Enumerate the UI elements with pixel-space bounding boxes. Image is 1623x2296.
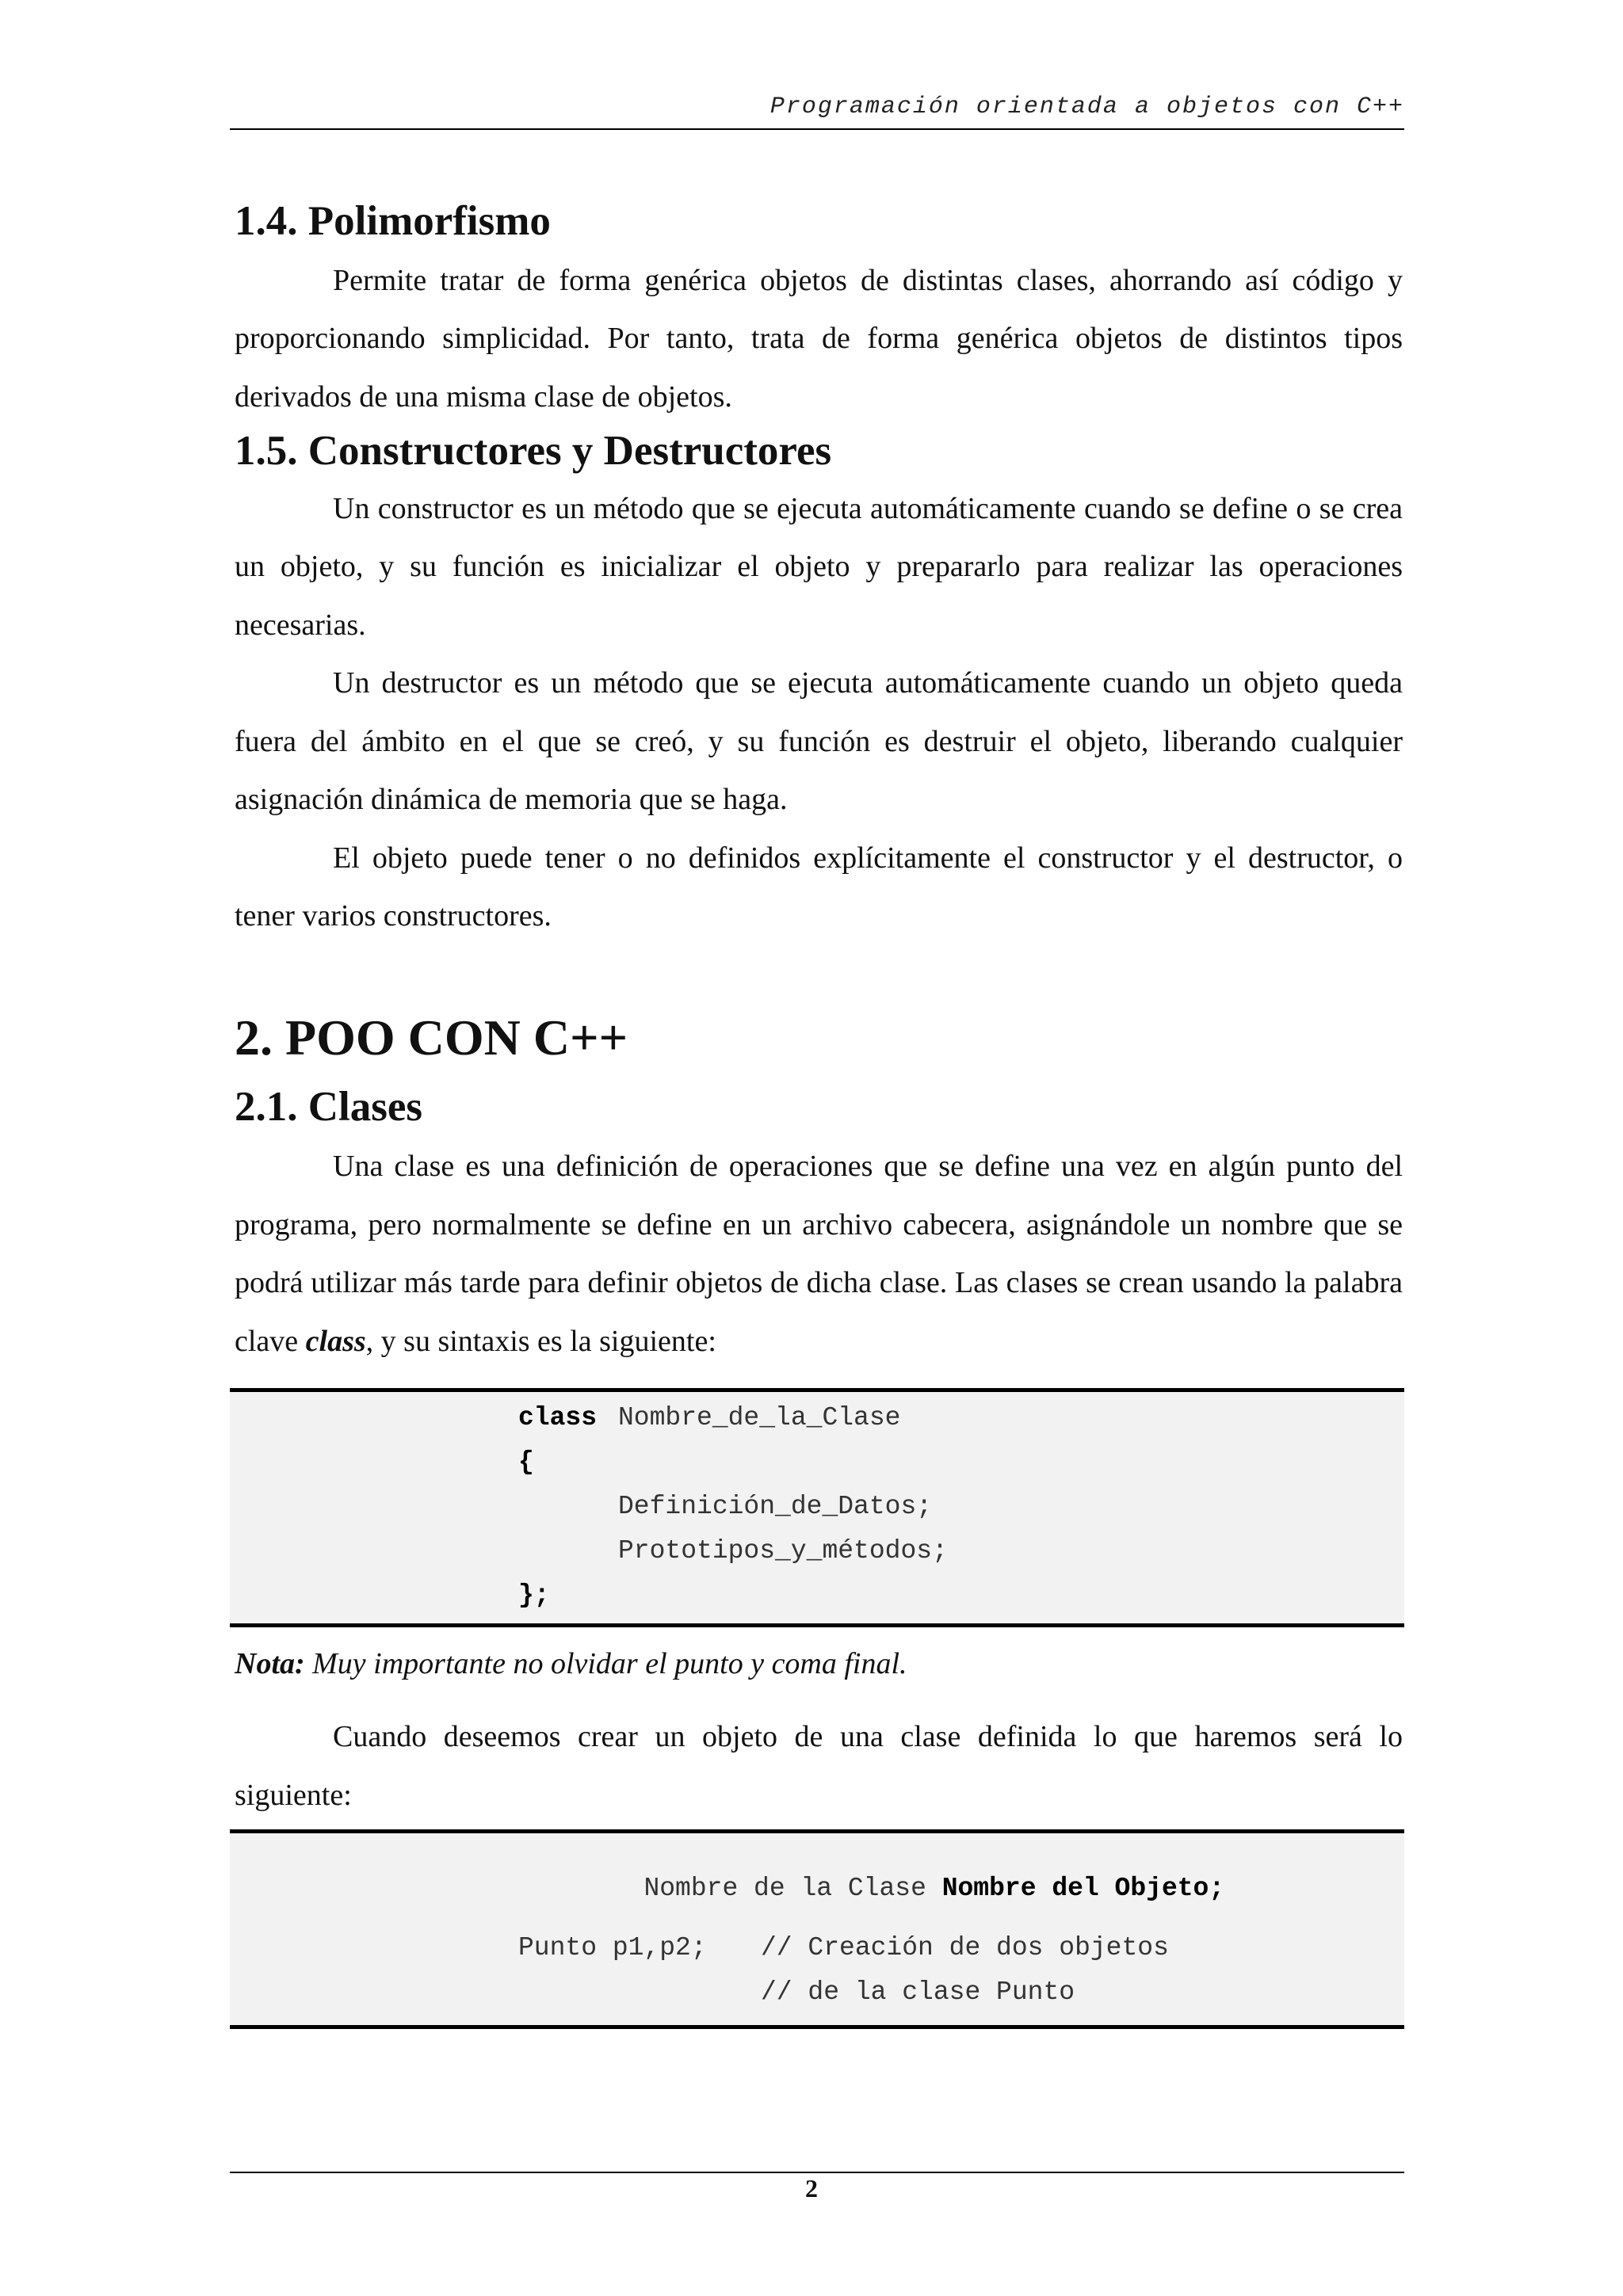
code-datos: Definición_de_Datos; xyxy=(618,1492,933,1522)
code-bold: Nombre del Objeto; xyxy=(941,1874,1225,1904)
code-comment: // de la clase Punto xyxy=(761,1978,1075,2008)
page-number: 2 xyxy=(805,2174,818,2203)
paragraph-objeto-constructores: El objeto puede tener o no definidos explícitamente el constructor y el destructor, o tener varios constructores. xyxy=(235,841,1403,933)
code-keyword: class xyxy=(518,1403,598,1433)
code-line-blank xyxy=(230,1881,1404,1925)
code-line xyxy=(230,1836,1404,1904)
code-line xyxy=(230,1925,1404,1970)
code-line xyxy=(230,1970,1404,2014)
code-plain: Nombre de la Clase xyxy=(643,1874,942,1904)
code-close-brace: }; xyxy=(518,1581,550,1611)
code-open-brace: { xyxy=(518,1447,534,1478)
heading-polimorfismo: 1.4. Polimorfismo xyxy=(235,198,551,244)
code-line xyxy=(230,1573,1404,1617)
paragraph-clases-text-b: , y su sintaxis es la siguiente: xyxy=(365,1324,716,1358)
heading-poo-con-cpp: 2. POO CON C++ xyxy=(235,1009,628,1066)
running-header: Programación orientada a objetos con C++ xyxy=(769,93,1404,120)
paragraph-polimorfismo: Permite tratar de forma genérica objetos de distintas clases, ahorrando así código y proporcionando simplicidad. Por tanto, trata de forma genérica objetos de distintos tipos derivados de una misma clase de objetos. xyxy=(235,263,1403,414)
heading-clases: 2.1. Clases xyxy=(235,1084,423,1131)
code-line xyxy=(230,1440,1404,1484)
code-line xyxy=(230,1395,1404,1440)
code-block-class-syntax xyxy=(230,1388,1404,1627)
nota xyxy=(235,1640,1403,1688)
footer-rule xyxy=(230,2172,1404,2173)
paragraph-clases xyxy=(235,1138,1403,1371)
keyword-class: class xyxy=(305,1324,366,1358)
heading-constructores-destructores: 1.5. Constructores y Destructores xyxy=(235,428,832,475)
paragraph-constructor: Un constructor es un método que se ejecuta automáticamente cuando se define o se crea un objeto, y su función es inicializar el objeto y prepararlo para realizar las operaciones necesarias. xyxy=(235,491,1403,642)
page-content xyxy=(235,190,1403,2029)
code-line xyxy=(230,1484,1404,1528)
code-punto-decl: Punto p1,p2; xyxy=(518,1933,707,1963)
nota-text: Muy importante no olvidar el punto y coma final. xyxy=(304,1647,907,1681)
code-metodos: Prototipos_y_métodos; xyxy=(618,1536,948,1566)
code-line xyxy=(230,1528,1404,1573)
code-block-object-creation xyxy=(230,1829,1404,2029)
code-comment: // Creación de dos objetos xyxy=(761,1933,1169,1963)
paragraph-clases-text-a: Una clase es una definición de operaciones que se define una vez en algún punto del programa, pero normalmente se define en un archivo cabecera, asignándole un nombre que se podrá utilizar más tarde para definir objetos de dicha clase. Las clases se crean usando la palabra clave xyxy=(235,1150,1403,1358)
paragraph-crear-objeto: Cuando deseemos crear un objeto de una clase definida lo que haremos será lo siguiente: xyxy=(235,1720,1403,1812)
nota-label: Nota: xyxy=(235,1647,305,1681)
code-class-name: Nombre_de_la_Clase xyxy=(618,1403,901,1433)
header-rule xyxy=(230,128,1404,130)
paragraph-destructor: Un destructor es un método que se ejecuta automáticamente cuando un objeto queda fuera del ámbito en el que se creó, y su función es destruir el objeto, liberando cualquier asignación dinámica de memoria que se haga. xyxy=(235,666,1403,817)
